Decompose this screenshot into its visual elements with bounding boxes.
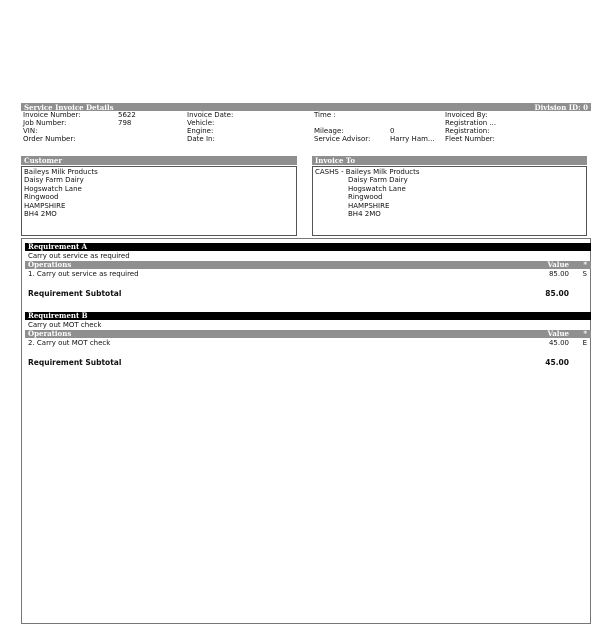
customer-panel bbox=[21, 156, 297, 235]
registration-ext-label: Registration ... bbox=[445, 119, 497, 127]
invoice-to-line: Ringwood bbox=[348, 193, 383, 202]
invoice-to-line: HAMPSHIRE bbox=[348, 201, 390, 210]
invoice-number-label: Invoice Number: bbox=[23, 111, 81, 119]
fleet-number-label: Fleet Number: bbox=[445, 135, 495, 143]
customer-line: BH4 2MO bbox=[24, 210, 57, 219]
invoice-title: Service Invoice Details bbox=[24, 103, 114, 112]
star-column-header: * bbox=[583, 329, 587, 338]
invoice-number-value: 5622 bbox=[118, 111, 136, 119]
customer-address bbox=[21, 166, 297, 236]
job-number-value: 798 bbox=[118, 119, 132, 127]
subtotal-label: Requirement Subtotal bbox=[28, 358, 122, 367]
requirements-area bbox=[21, 238, 591, 624]
mileage-value: 0 bbox=[390, 127, 395, 135]
operation-value: 45.00 bbox=[548, 339, 569, 347]
invoice-to-line: CASHS - Baileys Milk Products bbox=[315, 168, 420, 176]
time-label: Time : bbox=[314, 111, 336, 119]
invoice-to-panel bbox=[312, 156, 587, 235]
invoice-info-grid bbox=[21, 111, 591, 153]
invoice-to-line: BH4 2MO bbox=[348, 210, 381, 219]
customer-line: Ringwood bbox=[24, 193, 59, 202]
customer-line: Hogswatch Lane bbox=[24, 184, 82, 193]
operation-row bbox=[25, 270, 591, 278]
subtotal-value: 45.00 bbox=[545, 358, 569, 367]
engine-label: Engine: bbox=[187, 127, 214, 135]
operation-description: 2. Carry out MOT check bbox=[28, 339, 111, 347]
requirement-a-subtotal bbox=[25, 289, 591, 298]
operation-code: S bbox=[582, 270, 587, 278]
customer-line: Baileys Milk Products bbox=[24, 168, 98, 176]
requirement-b-subtotal bbox=[25, 358, 591, 367]
customer-title: Customer bbox=[21, 156, 297, 165]
requirement-b-operations-header bbox=[25, 330, 591, 338]
operations-label: Operations bbox=[28, 329, 72, 338]
operation-row bbox=[25, 339, 591, 347]
invoice-to-title: Invoice To bbox=[312, 156, 587, 165]
registration-label: Registration: bbox=[445, 127, 490, 135]
operations-label: Operations bbox=[28, 260, 72, 269]
subtotal-value: 85.00 bbox=[545, 289, 569, 298]
job-number-label: Job Number: bbox=[23, 119, 67, 127]
service-advisor-label: Service Advisor: bbox=[314, 135, 371, 143]
operation-code: E bbox=[582, 339, 587, 347]
customer-line: Daisy Farm Dairy bbox=[24, 176, 84, 185]
star-column-header: * bbox=[583, 260, 587, 269]
invoice-to-line: Daisy Farm Dairy bbox=[348, 176, 408, 185]
mileage-label: Mileage: bbox=[314, 127, 344, 135]
invoiced-by-label: Invoiced By: bbox=[445, 111, 488, 119]
service-advisor-value: Harry Ham... bbox=[390, 135, 435, 143]
requirement-a-description: Carry out service as required bbox=[28, 252, 130, 260]
requirement-b-header: Requirement B bbox=[25, 312, 591, 320]
date-in-label: Date In: bbox=[187, 135, 215, 143]
value-column-header: Value bbox=[547, 260, 569, 269]
value-column-header: Value bbox=[547, 329, 569, 338]
requirement-a-operations-header bbox=[25, 261, 591, 269]
invoice-to-address bbox=[312, 166, 587, 236]
requirement-b-description: Carry out MOT check bbox=[28, 321, 102, 329]
operation-value: 85.00 bbox=[548, 270, 569, 278]
subtotal-label: Requirement Subtotal bbox=[28, 289, 122, 298]
invoice-to-line: Hogswatch Lane bbox=[348, 184, 406, 193]
invoice-date-label: Invoice Date: bbox=[187, 111, 234, 119]
requirement-a-header: Requirement A bbox=[25, 243, 591, 251]
customer-line: HAMPSHIRE bbox=[24, 201, 66, 210]
vehicle-label: Vehicle: bbox=[187, 119, 215, 127]
division-id: Division ID: 0 bbox=[534, 103, 588, 112]
order-number-label: Order Number: bbox=[23, 135, 76, 143]
invoice-header-bar bbox=[21, 103, 591, 111]
vin-label: VIN: bbox=[23, 127, 38, 135]
operation-description: 1. Carry out service as required bbox=[28, 270, 139, 278]
